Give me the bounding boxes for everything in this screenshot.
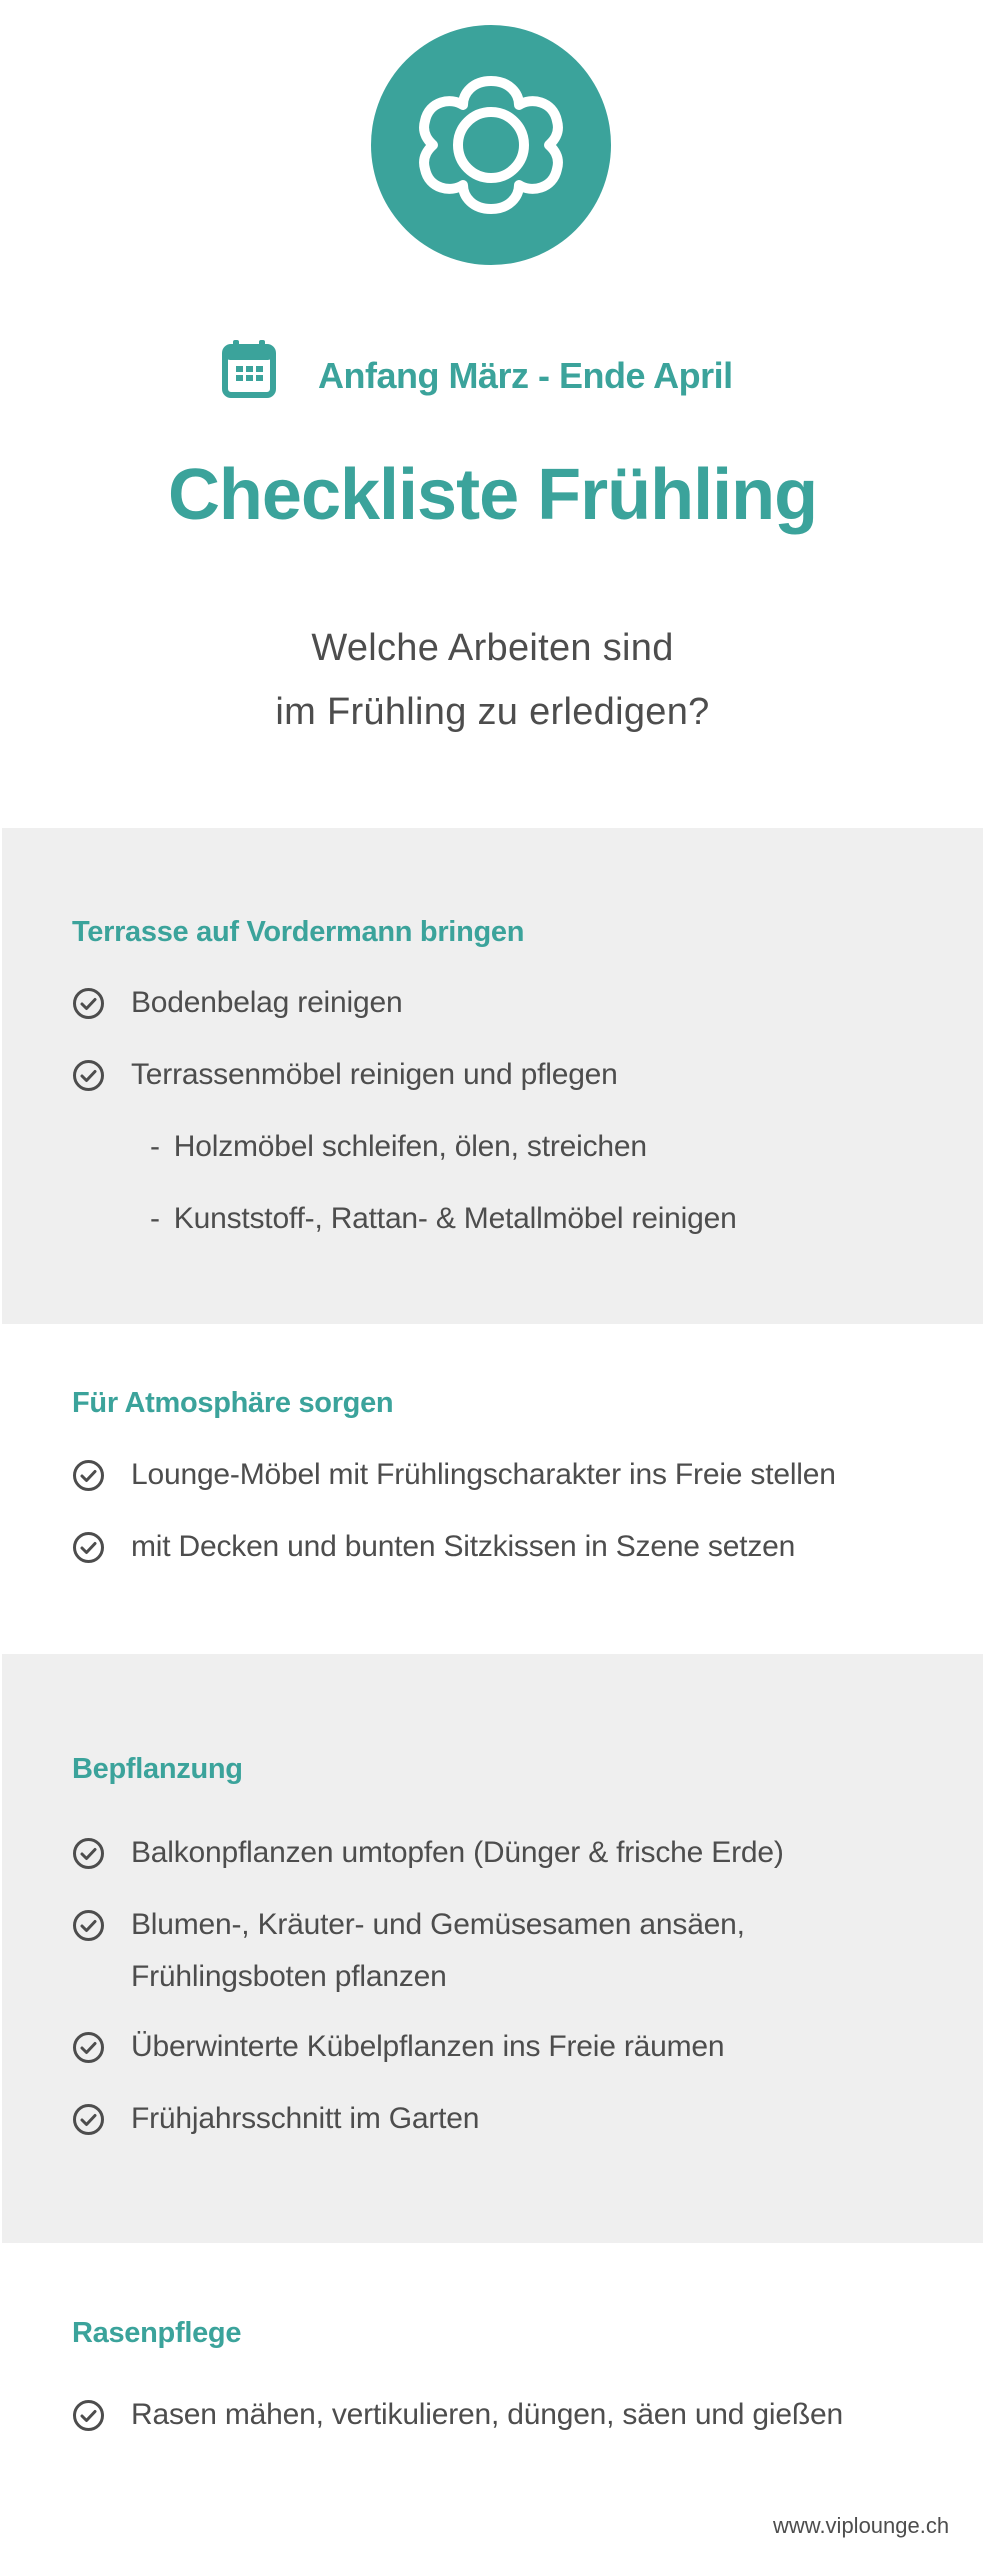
checklist-item [72, 983, 402, 1023]
section-bepflanzung [2, 1654, 983, 2243]
check-circle-icon [72, 1837, 105, 1870]
section-heading-atmosphaere: Für Atmosphäre sorgen [72, 1387, 394, 1419]
checklist-item [72, 2027, 724, 2067]
page-title: Checkliste Frühling [167, 455, 818, 535]
checklist-item [72, 2395, 843, 2435]
logo-badge [371, 25, 611, 265]
checklist-item-continuation: Frühlingsboten pflanzen [131, 1960, 447, 1993]
intro-question-line-2: im Frühling zu erledigen? [275, 691, 710, 733]
checklist-item-text: Rasen mähen, vertikulieren, düngen, säen und gießen [131, 2398, 843, 2431]
check-circle-icon [72, 1059, 105, 1092]
date-range: Anfang März - Ende April [318, 355, 733, 396]
checklist-item [72, 1055, 618, 1095]
checklist-item [72, 1455, 836, 1495]
intro-question-line-1: Welche Arbeiten sind [311, 627, 674, 669]
dash-bullet: - [150, 1202, 160, 1235]
checklist-subitem [150, 1199, 737, 1239]
checklist-item-text: Frühjahrsschnitt im Garten [131, 2102, 480, 2135]
check-circle-icon [72, 987, 105, 1020]
checklist-item [72, 1527, 795, 1567]
checklist-subitem-text: Kunststoff-, Rattan- & Metallmöbel reinigen [173, 1202, 737, 1235]
checklist-item-text: Lounge-Möbel mit Frühlingscharakter ins Freie stellen [131, 1458, 836, 1491]
check-circle-icon [72, 2399, 105, 2432]
checklist-item-text: Terrassenmöbel reinigen und pflegen [131, 1058, 618, 1091]
checklist-item-text: Balkonpflanzen umtopfen (Dünger & frische Erde) [131, 1836, 784, 1869]
checklist-item [72, 2099, 479, 2139]
checklist-subitem [150, 1127, 647, 1167]
check-circle-icon [72, 2031, 105, 2064]
check-circle-icon [72, 2103, 105, 2136]
calendar-icon [222, 340, 276, 398]
checklist-item [72, 1833, 784, 1873]
checklist-subitem-text: Holzmöbel schleifen, ölen, streichen [173, 1130, 647, 1163]
check-circle-icon [72, 1909, 105, 1942]
checklist-item-text: Blumen-, Kräuter- und Gemüsesamen ansäen, [131, 1908, 745, 1941]
check-circle-icon [72, 1459, 105, 1492]
footer-url: www.viplounge.ch [773, 2513, 950, 2538]
checklist-item-text: Überwinterte Kübelpflanzen ins Freie räumen [131, 2030, 725, 2063]
section-heading-bepflanzung: Bepflanzung [72, 1753, 243, 1785]
checklist-item [72, 1905, 745, 1945]
flower-icon [371, 25, 611, 265]
check-circle-icon [72, 1531, 105, 1564]
dash-bullet: - [150, 1130, 160, 1163]
checklist-item-text: mit Decken und bunten Sitzkissen in Szene setzen [131, 1530, 796, 1563]
section-heading-terrasse: Terrasse auf Vordermann bringen [72, 916, 525, 948]
section-heading-rasenpflege: Rasenpflege [72, 2317, 242, 2349]
checklist-item-text: Bodenbelag reinigen [131, 986, 403, 1019]
